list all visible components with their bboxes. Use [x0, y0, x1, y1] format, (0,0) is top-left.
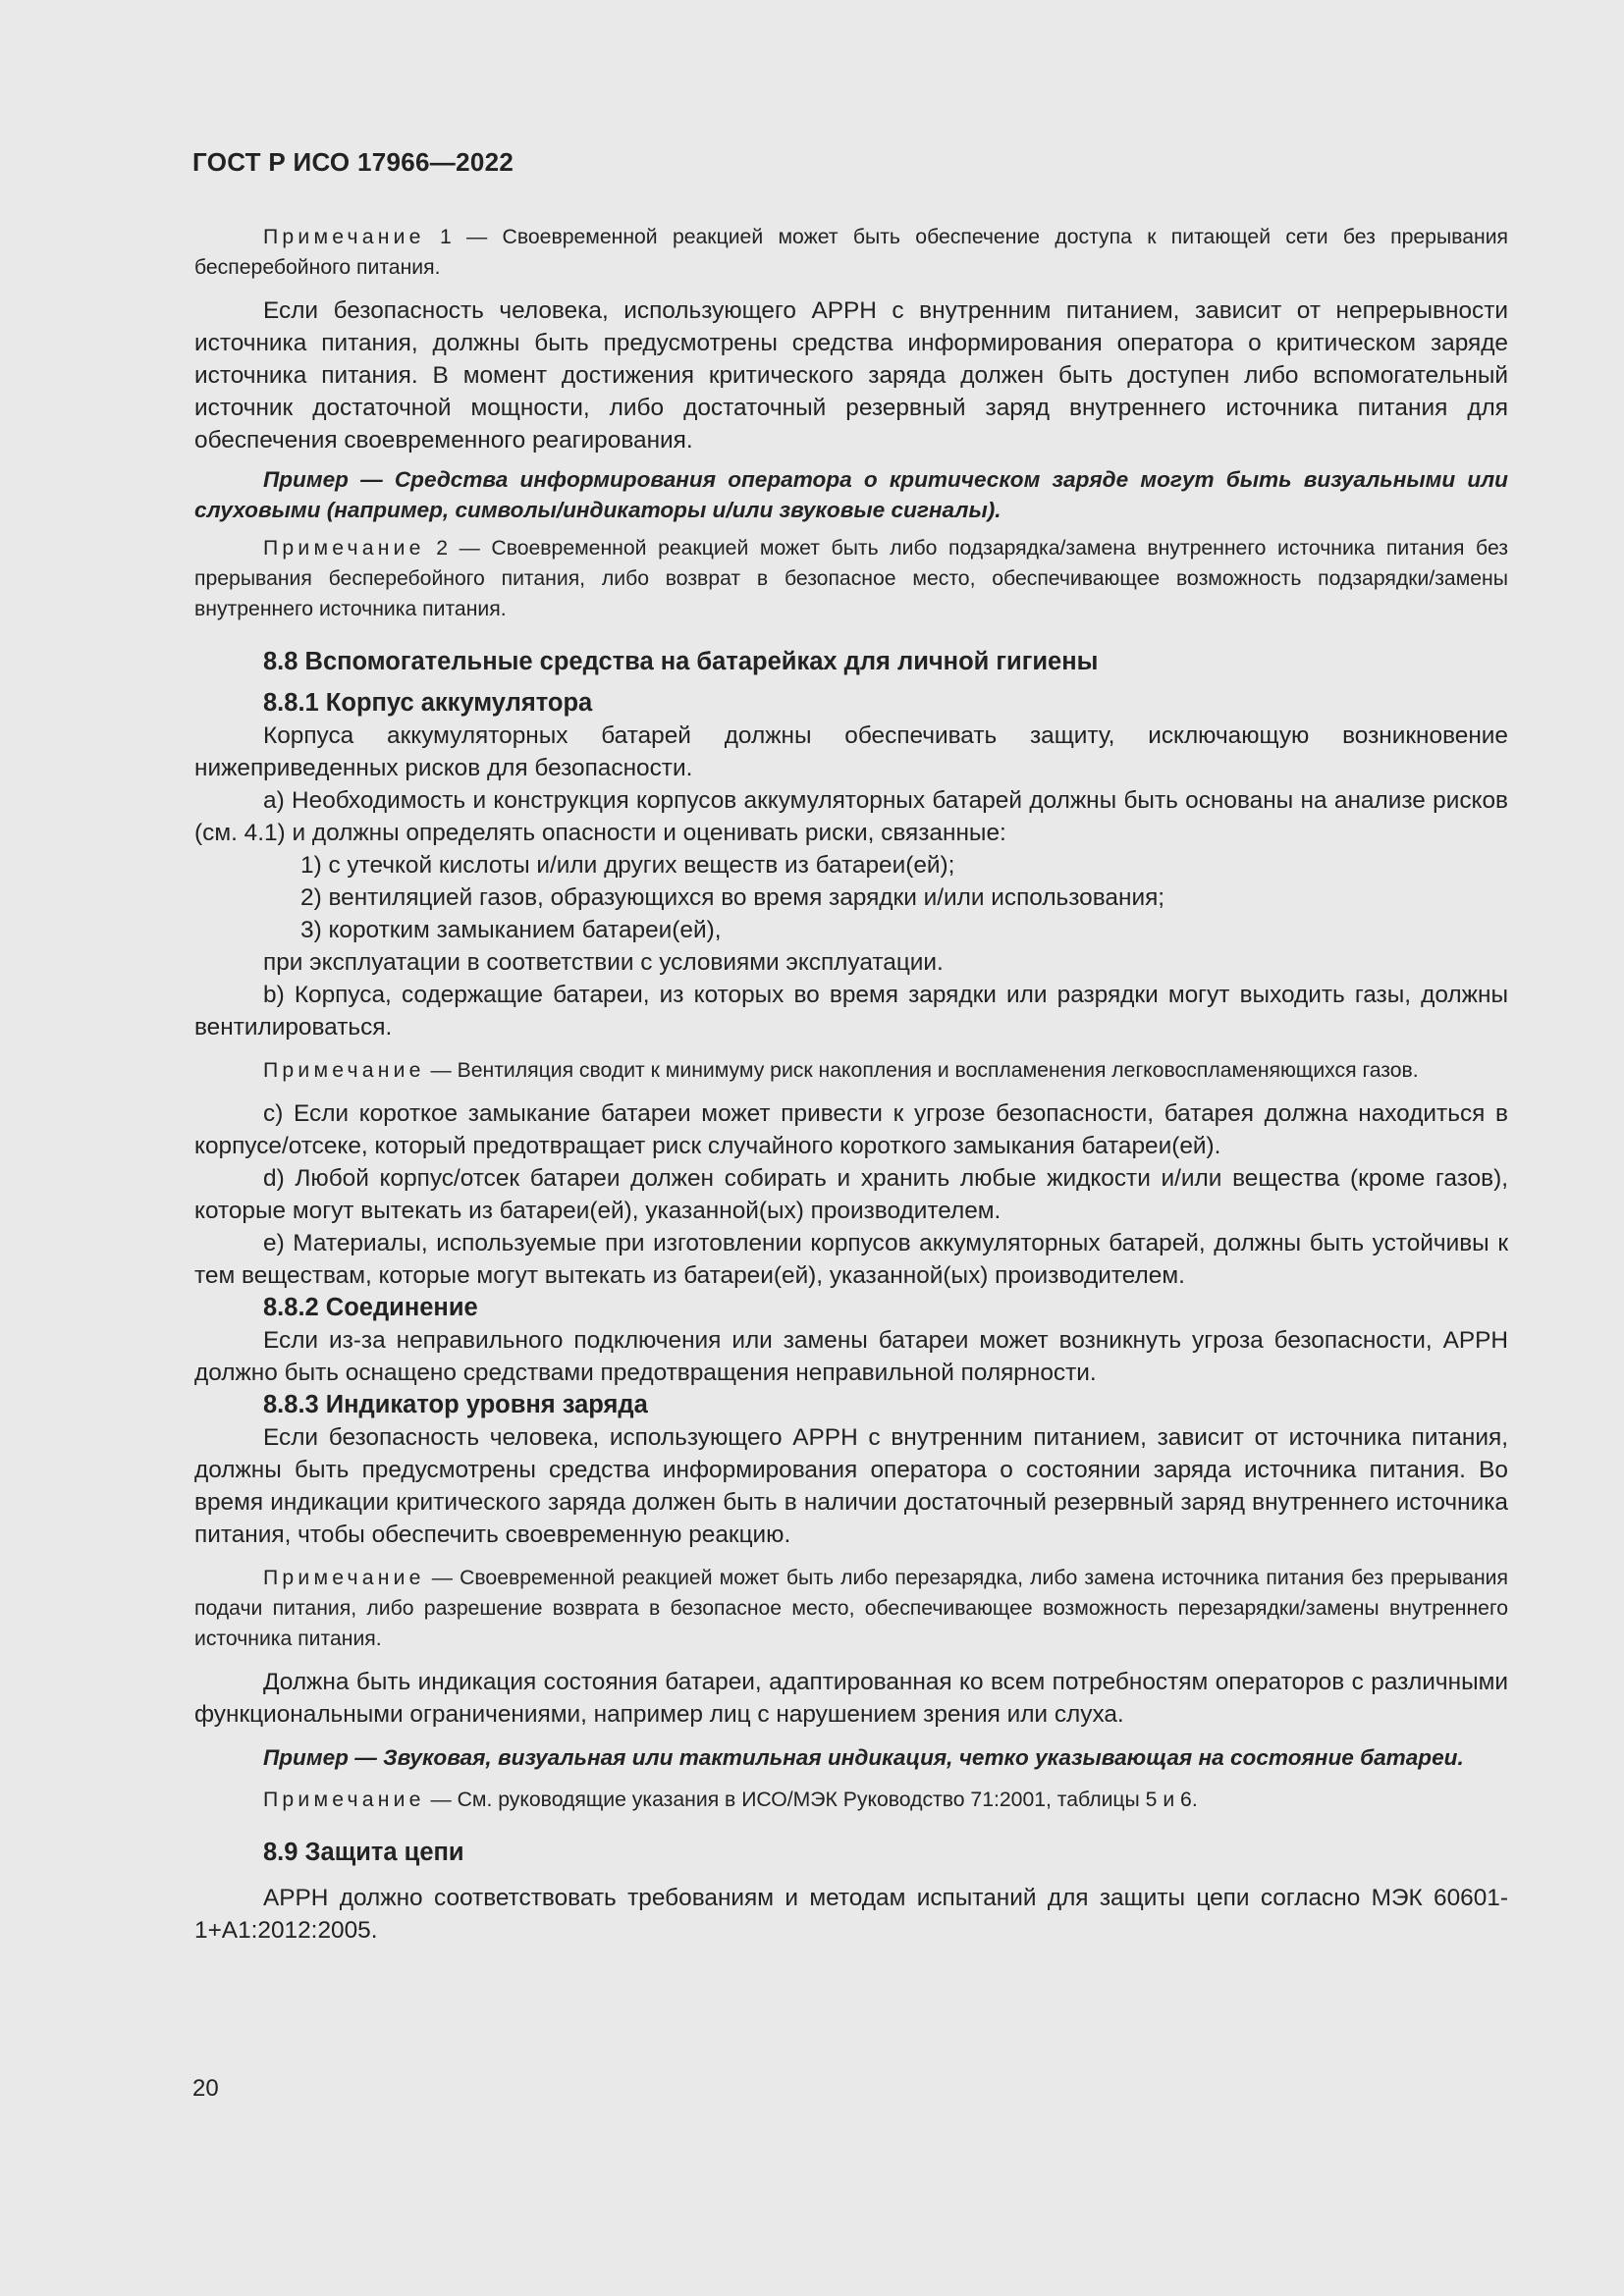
list-item-d: d) Любой корпус/отсек батареи должен собирать и хранить любые жидкости и/или вещества (кроме газов), которые могут вытекать из батареи(ей), указанной(ых) производителем.	[194, 1165, 1508, 1224]
paragraph: Корпуса аккумуляторных батарей должны обеспечивать защиту, исключающую возникновение нижеприведенных рисков для безопасности.	[194, 722, 1508, 781]
page-number: 20	[192, 2075, 219, 2102]
section-heading-8-8-3: 8.8.3 Индикатор уровня заряда	[263, 1391, 648, 1418]
section-heading-8-9: 8.9 Защита цепи	[263, 1839, 464, 1866]
note-text: 1 — Своевременной реакцией может быть обеспечение доступа к питающей сети без прерывания бесперебойного питания.	[194, 226, 1508, 279]
note-label: Примечание	[263, 1567, 425, 1589]
page-content	[194, 222, 1508, 1947]
sub-item-2: 2) вентиляцией газов, образующихся во время зарядки и/или использования;	[300, 884, 1165, 911]
note-label: Примечание	[263, 537, 425, 560]
note-label: Примечание	[263, 1059, 425, 1082]
list-item-e: e) Материалы, используемые при изготовлении корпусов аккумуляторных батарей, должны быть устойчивы к тем веществам, которые могут вытекать из батареи(ей), указанной(ых) производителем.	[194, 1230, 1508, 1289]
paragraph: Должна быть индикация состояния батареи, адаптированная ко всем потребностям операторов с различными функциональными ограничениями, например лиц с нарушением зрения или слуха.	[194, 1669, 1508, 1728]
note-5	[194, 1785, 1508, 1815]
list-item-b: b) Корпуса, содержащие батареи, из которых во время зарядки или разрядки могут выходить газы, должны вентилироваться.	[194, 982, 1508, 1041]
note-text: — См. руководящие указания в ИСО/МЭК Руководство 71:2001, таблицы 5 и 6.	[424, 1789, 1198, 1811]
paragraph: АРРН должно соответствовать требованиям и методам испытаний для защиты цепи согласно МЭК 60601-1+А1:2012:2005.	[194, 1885, 1508, 1944]
sub-item-1: 1) с утечкой кислоты и/или других веществ из батареи(ей);	[300, 852, 955, 879]
example-1: Пример — Средства информирования оператора о критическом заряде могут быть визуальными или слуховыми (например, символы/индикаторы и/или звуковые сигналы).	[194, 467, 1508, 522]
note-text: — Своевременной реакцией может быть либо перезарядка, либо замена источника питания без прерывания подачи питания, либо разрешение возврата в безопасное место, обеспечивающее возможность перезарядки/замены внутреннего источника питания.	[194, 1567, 1508, 1650]
document-header: ГОСТ Р ИСО 17966—2022	[192, 147, 514, 177]
section-heading-8-8-2: 8.8.2 Соединение	[263, 1294, 478, 1321]
paragraph: при эксплуатации в соответствии с условиями эксплуатации.	[263, 949, 944, 976]
paragraph: Если безопасность человека, использующего АРРН с внутренним питанием, зависит от источника питания, должны быть предусмотрены средства информирования оператора о состоянии заряда источника питания. Во время индикации критического заряда должен быть в наличии достаточный резервный заряд внутреннего источника питания, чтобы обеспечить своевременную реакцию.	[194, 1424, 1508, 1548]
note-4	[194, 1563, 1508, 1654]
example-2: Пример — Звуковая, визуальная или тактильная индикация, четко указывающая на состояние батареи.	[263, 1745, 1464, 1770]
section-heading-8-8-1: 8.8.1 Корпус аккумулятора	[263, 689, 593, 717]
paragraph: Если безопасность человека, использующего АРРН с внутренним питанием, зависит от непрерывности источника питания, должны быть предусмотрены средства информирования оператора о критическом заряде источника питания. В момент достижения критического заряда должен быть доступен либо вспомогательный источник достаточной мощности, либо достаточный резервный заряд внутреннего источника питания для обеспечения своевременного реагирования.	[194, 297, 1508, 454]
sub-item-3: 3) коротким замыканием батареи(ей),	[300, 917, 722, 943]
list-item-c: c) Если короткое замыкание батареи может привести к угрозе безопасности, батарея должна находиться в корпусе/отсеке, который предотвращает риск случайного короткого замыкания батареи(ей).	[194, 1100, 1508, 1159]
note-3	[194, 1055, 1508, 1086]
section-heading-8-8: 8.8 Вспомогательные средства на батарейках для личной гигиены	[263, 648, 1099, 675]
list-item-a: a) Необходимость и конструкция корпусов аккумуляторных батарей должны быть основаны на анализе рисков (см. 4.1) и должны определять опасности и оценивать риски, связанные:	[194, 787, 1508, 846]
paragraph: Если из-за неправильного подключения или замены батареи может возникнуть угроза безопасности, АРРН должно быть оснащено средствами предотвращения неправильной полярности.	[194, 1327, 1508, 1386]
note-text: 2 — Своевременной реакцией может быть либо подзарядка/замена внутреннего источника питания без прерывания бесперебойного питания, либо возврат в безопасное место, обеспечивающее возможность подзарядки/замены внутреннего источника питания.	[194, 537, 1508, 620]
note-text: — Вентиляция сводит к минимуму риск накопления и воспламенения легковоспламеняющихся газов.	[424, 1059, 1419, 1082]
note-1	[194, 222, 1508, 283]
note-label: Примечание	[263, 226, 425, 248]
note-2	[194, 533, 1508, 624]
note-label: Примечание	[263, 1789, 425, 1811]
